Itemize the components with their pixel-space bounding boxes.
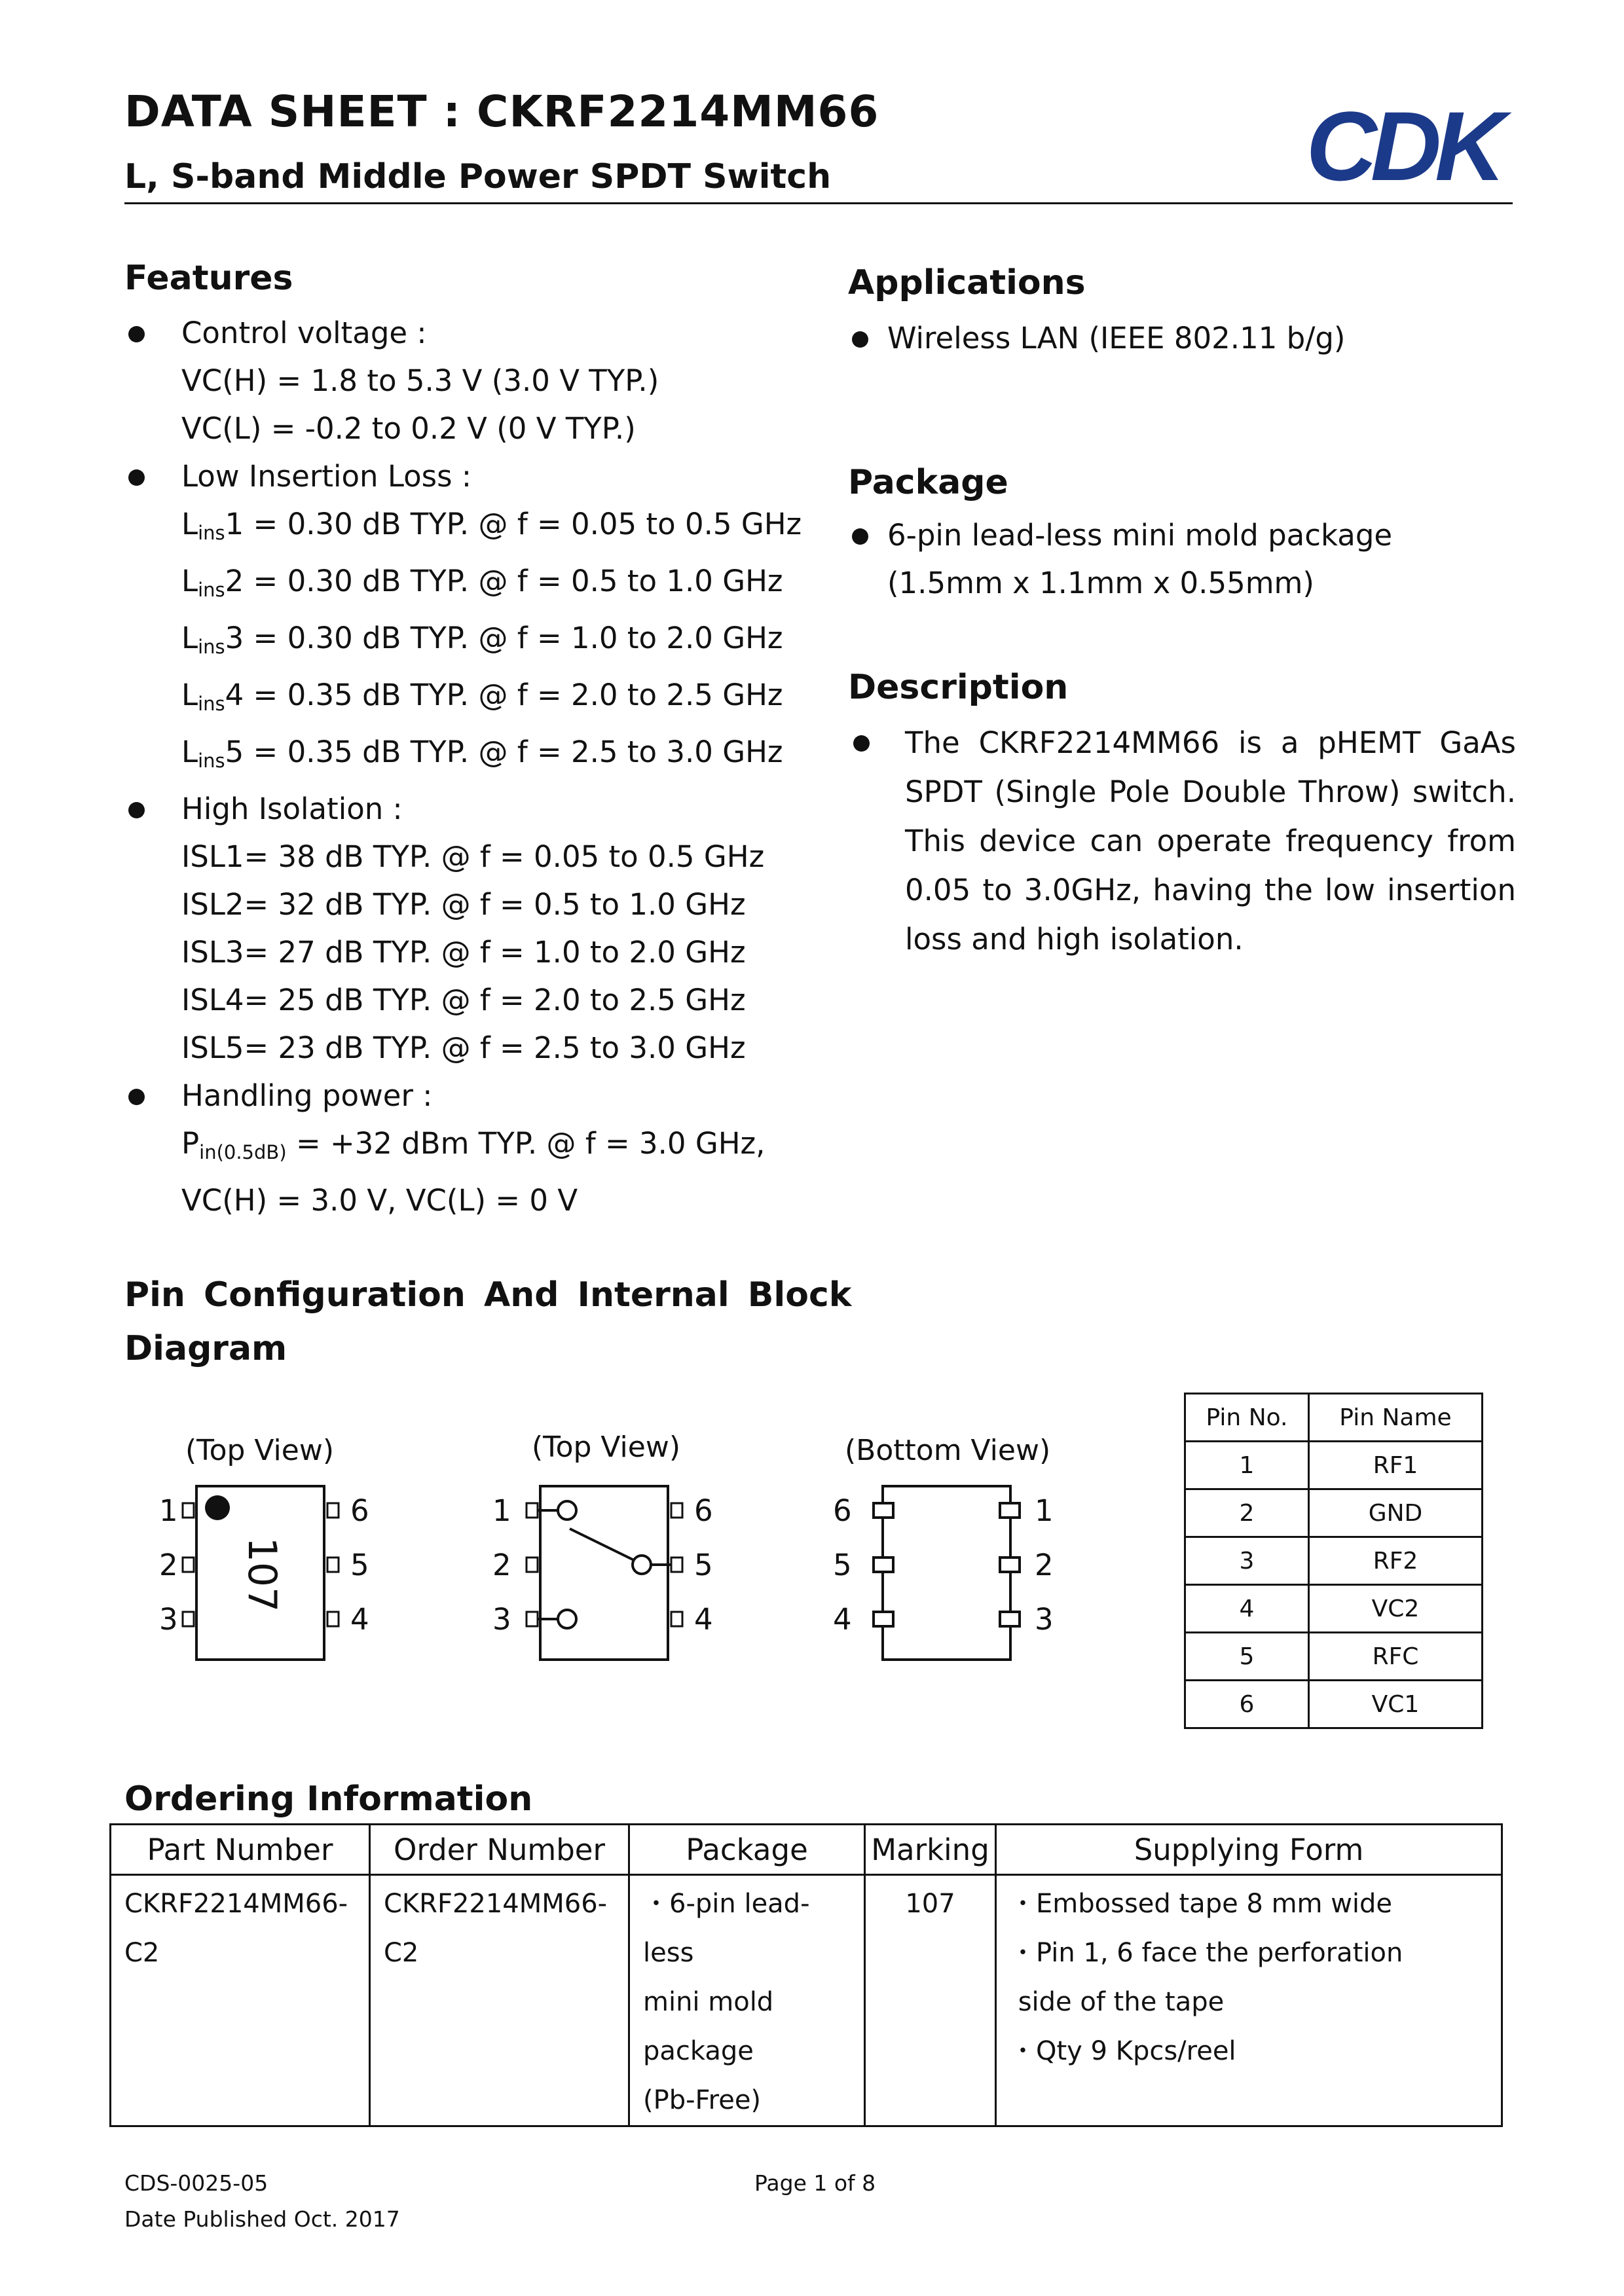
rfc-contact-icon <box>633 1556 651 1574</box>
pin-config-heading: Pin Configuration And Internal Block <box>124 1275 852 1315</box>
power-line: VC(H) = 3.0 V, VC(L) = 0 V <box>181 1183 578 1218</box>
isolation-line: ISL4= 25 dB TYP. @ f = 2.0 to 2.5 GHz <box>181 983 746 1017</box>
table-header: Pin No. <box>1185 1394 1309 1442</box>
insertion-loss-line: $L_{ins}3 = 0.30$ dB TYP. @ f = 1.0 to 2.0 GHz <box>181 621 783 658</box>
pin-number: 3 <box>1035 1602 1054 1637</box>
supply-line: ・Embossed tape 8 mm wide <box>1010 1889 1393 1919</box>
pin-pad <box>183 1612 194 1626</box>
supply-line: side of the tape <box>1010 1987 1225 2017</box>
document-subtitle: L, S-band Middle Power SPDT Switch <box>124 157 832 196</box>
bullet <box>853 735 870 752</box>
supply-line: ・Qty 9 Kpcs/reel <box>1010 2036 1236 2066</box>
isolation-line: ISL1= 38 dB TYP. @ f = 0.05 to 0.5 GHz <box>181 839 765 874</box>
cdk-logo <box>1293 98 1513 196</box>
table-header: Pin Name <box>1309 1394 1483 1442</box>
pin-pad <box>526 1612 538 1626</box>
package-line: (Pb-Free) <box>643 2085 762 2115</box>
pin-name-cell: GND <box>1309 1489 1483 1537</box>
pin-no-cell: 1 <box>1185 1442 1309 1489</box>
pin-number: 6 <box>833 1493 852 1528</box>
table-row <box>1185 1681 1483 1728</box>
feature-line: VC(H) = 1.8 to 5.3 V (3.0 V TYP.) <box>181 363 659 398</box>
part-number-cell: CKRF2214MM66-C2 <box>111 1875 370 2126</box>
table-header-row <box>111 1825 1502 1875</box>
pin-number: 6 <box>350 1493 369 1528</box>
pin-config-heading-2: Diagram <box>124 1329 287 1368</box>
table-header: Package <box>629 1825 865 1875</box>
pin-pad <box>327 1558 339 1572</box>
feature-line: VC(L) = -0.2 to 0.2 V (0 V TYP.) <box>181 411 636 446</box>
top-view-label-1: (Top View) <box>185 1434 334 1467</box>
marking-cell: 107 <box>865 1875 996 2126</box>
package-line: mini mold package <box>643 1987 774 2066</box>
pin-number: 6 <box>694 1493 713 1528</box>
isolation-line: ISL5= 23 dB TYP. @ f = 2.5 to 3.0 GHz <box>181 1030 746 1065</box>
pin-pad <box>874 1503 893 1518</box>
pin-number: 2 <box>1035 1548 1054 1582</box>
package-line: ・6-pin lead-less <box>643 1889 810 1968</box>
pin-no-cell: 6 <box>1185 1681 1309 1728</box>
pin-pad <box>183 1503 194 1518</box>
bottom-view-label: (Bottom View) <box>845 1434 1051 1467</box>
features-list <box>124 309 802 1224</box>
supply-line: ・Pin 1, 6 face the perforation <box>1010 1938 1403 1968</box>
pin-number: 5 <box>833 1548 852 1582</box>
feature-handling-power: Handling power : <box>124 1072 802 1120</box>
pin-number: 3 <box>159 1602 178 1637</box>
pin-no-cell: 4 <box>1185 1585 1309 1633</box>
publish-date: Date Published Oct. 2017 <box>124 2206 400 2232</box>
table-row <box>1185 1633 1483 1681</box>
pin-name-cell: RFC <box>1309 1633 1483 1681</box>
pin-number: 4 <box>833 1602 852 1637</box>
insertion-loss-line: $L_{ins}1 = 0.30$ dB TYP. @ f = 0.05 to 0.5 GHz <box>181 507 802 544</box>
pin-no-cell: 3 <box>1185 1537 1309 1585</box>
pin-number: 5 <box>694 1548 713 1582</box>
pin-name-cell: RF1 <box>1309 1442 1483 1489</box>
package-body <box>883 1486 1010 1660</box>
page-number: Page 1 of 8 <box>754 2170 876 2196</box>
pin-pad <box>874 1612 893 1626</box>
pin-number: 4 <box>350 1602 369 1637</box>
pin-number: 1 <box>1035 1493 1054 1528</box>
table-header-row <box>1185 1394 1483 1442</box>
table-row <box>1185 1442 1483 1489</box>
ordering-heading: Ordering Information <box>124 1779 533 1819</box>
feature-control-voltage: Control voltage : <box>124 309 802 357</box>
feature-isolation: High Isolation : <box>124 785 802 833</box>
pin-no-cell: 5 <box>1185 1633 1309 1681</box>
order-number-cell: CKRF2214MM66-C2 <box>370 1875 629 2126</box>
table-header: Part Number <box>111 1825 370 1875</box>
pin-pad <box>1000 1503 1020 1518</box>
power-line: $P_{in(0.5dB)} = +32$ dBm TYP. @ f = 3.0 GHz, <box>181 1126 766 1163</box>
switch-arm-icon <box>570 1529 634 1560</box>
isolation-line: ISL3= 27 dB TYP. @ f = 1.0 to 2.0 GHz <box>181 935 746 970</box>
pin-pad <box>183 1558 194 1572</box>
pin-number: 5 <box>350 1548 369 1582</box>
marking-text: 107 <box>239 1537 285 1613</box>
applications-heading: Applications <box>848 263 1086 302</box>
insertion-loss-line: $L_{ins}4 = 0.35$ dB TYP. @ f = 2.0 to 2.5 GHz <box>181 678 783 715</box>
pin-pad <box>327 1612 339 1626</box>
feature-insertion-loss: Low Insertion Loss : <box>124 452 802 500</box>
pin-pad <box>526 1503 538 1518</box>
package-dimensions: (1.5mm x 1.1mm x 0.55mm) <box>887 566 1314 600</box>
pin-pad <box>1000 1558 1020 1572</box>
internal-block-diagram <box>485 1476 733 1673</box>
pin-pad <box>1000 1612 1020 1626</box>
package-cell <box>629 1875 865 2126</box>
pin-pad <box>327 1503 339 1518</box>
insertion-loss-line: $L_{ins}5 = 0.35$ dB TYP. @ f = 2.5 to 3.0 GHz <box>181 735 783 772</box>
table-header: Order Number <box>370 1825 629 1875</box>
pin-name-cell: VC2 <box>1309 1585 1483 1633</box>
pin-number: 3 <box>492 1602 511 1637</box>
table-header: Supplying Form <box>996 1825 1502 1875</box>
pin-number: 1 <box>159 1493 178 1528</box>
rf2-contact-icon <box>558 1610 576 1628</box>
features-heading: Features <box>124 259 293 298</box>
pin-pad <box>671 1558 682 1572</box>
applications-list <box>848 314 1345 362</box>
pin-table <box>1184 1393 1483 1729</box>
pin-number: 1 <box>492 1493 511 1528</box>
cdk-logo-text: CDK <box>1306 98 1500 196</box>
top-view-package-diagram <box>141 1476 390 1673</box>
package-item: 6-pin lead-less mini mold package <box>848 511 1392 559</box>
supplying-form-cell <box>996 1875 1502 2126</box>
pin-pad <box>671 1503 682 1518</box>
table-row <box>1185 1537 1483 1585</box>
document-title: DATA SHEET : CKRF2214MM66 <box>124 86 879 137</box>
isolation-line: ISL2= 32 dB TYP. @ f = 0.5 to 1.0 GHz <box>181 887 746 922</box>
description-block <box>848 718 1516 964</box>
pin-pad <box>671 1612 682 1626</box>
pin-pad <box>526 1558 538 1572</box>
rf1-contact-icon <box>558 1501 576 1520</box>
pin-number: 4 <box>694 1602 713 1637</box>
application-item: Wireless LAN (IEEE 802.11 b/g) <box>848 314 1345 362</box>
pin-no-cell: 2 <box>1185 1489 1309 1537</box>
table-row <box>111 1875 1502 2126</box>
package-list <box>848 511 1392 607</box>
table-row <box>1185 1585 1483 1633</box>
pin-number: 2 <box>159 1548 178 1582</box>
document-number: CDS-0025-05 <box>124 2170 268 2196</box>
bottom-view-diagram <box>819 1476 1067 1673</box>
top-view-label-2: (Top View) <box>532 1430 680 1464</box>
description-text: The CKRF2214MM66 is a pHEMT GaAs SPDT (Single Pole Double Throw) switch. This device can operate frequency from 0.05 to 3.0GHz, having the low insertion loss and high isolation. <box>905 725 1516 957</box>
table-header: Marking <box>865 1825 996 1875</box>
header-rule <box>124 202 1513 204</box>
insertion-loss-line: $L_{ins}2 = 0.30$ dB TYP. @ f = 0.5 to 1.0 GHz <box>181 564 783 601</box>
pin-name-cell: RF2 <box>1309 1537 1483 1585</box>
table-row <box>1185 1489 1483 1537</box>
package-heading: Package <box>848 463 1008 502</box>
description-heading: Description <box>848 668 1069 707</box>
pin-name-cell: VC1 <box>1309 1681 1483 1728</box>
ordering-table <box>109 1823 1503 2127</box>
pin1-indicator-icon <box>205 1495 230 1520</box>
pin-number: 2 <box>492 1548 511 1582</box>
pin-pad <box>874 1558 893 1572</box>
